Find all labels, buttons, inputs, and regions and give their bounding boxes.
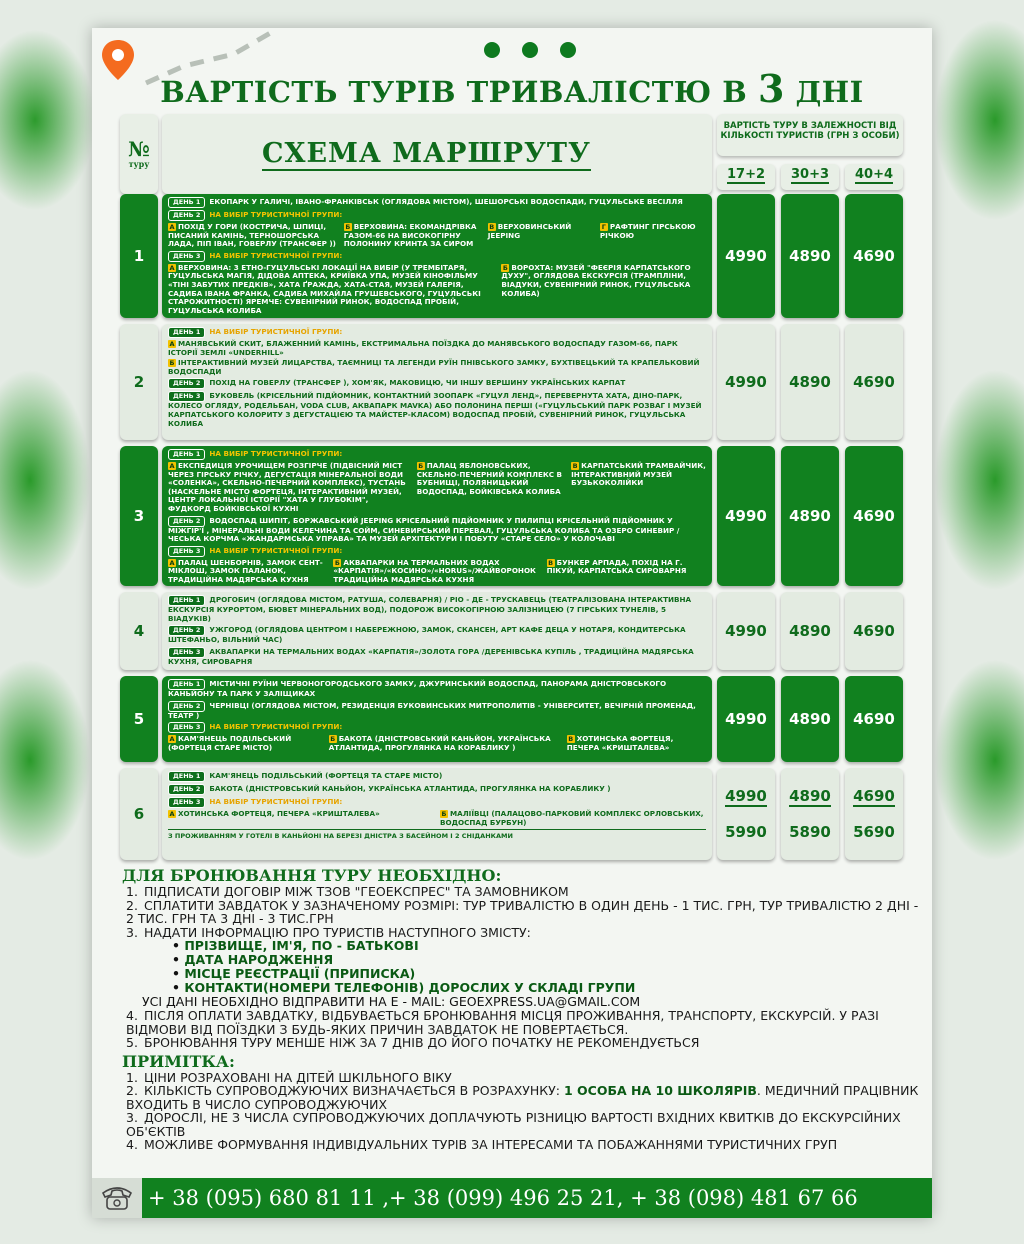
tour-number: 4 [120, 592, 158, 670]
page-title: ВАРТІСТЬ ТУРІВ ТРИВАЛІСТЮ В 3 ДНІ [160, 66, 864, 111]
tour-route: ДЕНЬ 1 ДРОГОБИЧ (ОГЛЯДОВА МІСТОМ, РАТУША, СОЛЕВАРНЯ) / РІО - ДЕ - ТРУСКАВЕЦЬ (ТЕАТРАЛІЗОВАНА ІНТЕРАКТИВНА ЕКСКУРСІЯ КУРОРТОМ, БЮВЕТ МІНЕРАЛЬНИХ ВОД), ПОДОРОЖ ВИСОКОГІРНОЮ ЗАЛІЗНИЦЕЮ (7 ГІРСЬКИХ ТУНЕЛІВ, 5 ВІАДУКІВ) ДЕНЬ 2 УЖГОРОД (ОГЛЯДОВА ЦЕНТРОМ І НАБЕРЕЖНОЮ, ЗАМОК, СКАНСЕН, АРТ КАФЕ ДЕЦА У НОТАРЯ, КОНДИТЕРСЬКА ШТЕФАНЬО, ВІЛЬНИЙ ЧАС) ДЕНЬ 3 АКВАПАРКИ НА ТЕРМАЛЬНИХ ВОДАХ «КАРПАТІЯ»/ЗОЛОТА ГОРА /ДЕРЕНІВСЬКА КУПІЛЬ , ТРАДИЦІЙНА МАДЯРСЬКА КУХНЯ, СИРОВАРНЯ [162, 592, 712, 670]
list-item: 3. НАДАТИ ІНФОРМАЦІЮ ПРО ТУРИСТІВ НАСТУПНОГО ЗМІСТУ: [126, 924, 531, 940]
price-40: 4690 [845, 592, 903, 670]
price-30: 4890 [781, 446, 839, 586]
tour-route: ДЕНЬ 1 ЕКОПАРК У ГАЛИЧІ, ІВАНО-ФРАНКІВСЬК (ОГЛЯДОВА МІСТОМ), ШЕШОРСЬКІ ВОДОСПАДИ, ГУЦУЛЬСЬКЕ ВЕСІЛЛЯ ДЕНЬ 2 НА ВИБІР ТУРИСТИЧНОЇ ГРУПИ: А ПОХІД У ГОРИ (КОСТРИЧА, ШПИЦІ, ПИСАНИЙ КАМІНЬ, ТЕРНОШОРСЬКА ЛАДА, ПІП ІВАН, ГОВЕРЛУ (ТРАНСФЕР )) Б ВЕРХОВИНА: ЕКОМАНДРІВКА ГАЗОМ-66 НА ВИСОКОГІРНУ ПОЛОНИНУ КРИНТА ЗА СИРОМ В ВЕРХОВИНСЬКИЙ JEEPING Г РАФТИНГ ГІРСЬКОЮ РІЧКОЮ ДЕНЬ 3 НА ВИБІР ТУРИСТИЧНОЇ ГРУПИ: А ВЕРХОВИНА: 3 ЕТНО-ГУЦУЛЬСЬКІ ЛОКАЦІЇ НА ВИБІР (У ТРЕМБІТАРЯ, ГУЦУЛЬСЬКА МАГІЯ, ДІДОВА АПТЕКА, КРИЇВКА УПА, МУЗЕЙ КІНОФІЛЬМУ «ТІНІ ЗАБУТИХ ПРЕДКІВ», ХАТА ҐРАЖДА, ХАТА-СТАЯ, МУЗЕЙ ГАЛЕРІЯ, САДИБА ІВАНА ФРАНКА, САДИБА МИХАЙЛА ГРУШЕВСЬКОГО, ГУЦУЛЬСЬКІ СТАРОЖИТНОСТІ) ЯРЕМЧЕ: СУВЕНІРНИЙ РИНОК, ВОДОСПАД ПРОБІЙ, ГУЦУЛЬСЬКА КОЛИБА Б ВОРОХТА: МУЗЕЙ "ФЕЄРІЯ КАРПАТСЬКОГО ДУХУ", ОГЛЯДОВА ЕКСКУРСІЯ (ТРАМПЛІНИ, ВІАДУКИ, СУВЕНІРНИЙ РИНОК, ГУЦУЛЬСЬКА КОЛИБА) [162, 194, 712, 318]
contact-bar [92, 1178, 932, 1218]
price-17: 4990 [717, 592, 775, 670]
group-size-40: 40+4 [845, 164, 903, 190]
price-40: 4690 [845, 324, 903, 440]
poster [92, 28, 932, 1218]
price-30: 4890 [781, 324, 839, 440]
list-item: 4. МОЖЛИВЕ ФОРМУВАННЯ ІНДИВІДУАЛЬНИХ ТУРІВ ЗА ІНТЕРЕСАМИ ТА ПОБАЖАННЯМИ ТУРИСТИЧНИХ ГРУП [126, 1137, 838, 1152]
tour-route: ДЕНЬ 1 НА ВИБІР ТУРИСТИЧНОЇ ГРУПИ: А МАНЯВСЬКИЙ СКИТ, БЛАЖЕННИЙ КАМІНЬ, ЕКСТРИМАЛЬНА ПОЇЗДКА ДО МАНЯВСЬКОГО ВОДОСПАДУ ГАЗОМ-66, ПАРК ІСТОРІЇ ЗЕМЛІ «UNDERHILL» Б ІНТЕРАКТИВНИЙ МУЗЕЙ ЛИЦАРСТВА, ТАЄМНИЦІ ТА ЛЕГЕНДИ РУЇН ПНІВСЬКОГО ЗАМКУ, БУХТІВЕЦЬКИЙ ТА КРАПЕЛЬКОВИЙ ВОДОСПАДИ ДЕНЬ 2 ПОХІД НА ГОВЕРЛУ (ТРАНСФЕР ), ХОМ'ЯК, МАКОВИЦЮ, ЧИ ІНШУ ВЕРШИНУ УКРАЇНСЬКИХ КАРПАТ ДЕНЬ 3 БУКОВЕЛЬ (КРІСЕЛЬНИЙ ПІДЙОМНИК, КОНТАКТНИЙ ЗООПАРК «ГУЦУЛ ЛЕНД», ПЕРЕВЕРНУТА ХАТА, ДІНО-ПАРК, КОЛЕСО ОГЛЯДУ, РОДЕЛЬБАН, VODA CLUB, АКВАПАРК MAVKA) АБО ПОЛОНИНА ПЕРШІ («ГУЦУЛЬСЬКИЙ ПАРК РОЗВАГ І МУЗЕЙ КАРПАТСЬКОГО КОЛОРИТУ З ДЕГУСТАЦІЄЮ ТА МАЙСТЕР-КЛАСОМ) ВОДОСПАД ПРОБІЙ, СУВЕНІРНИЙ РИНОК, ГУЦУЛЬСЬКА КОЛИБА [162, 324, 712, 440]
price-17: 4990 [717, 446, 775, 586]
list-item: • ПРІЗВИЩЕ, ІМ'Я, ПО - БАТЬКОВІ [122, 939, 922, 953]
phone-numbers[interactable]: + 38 (095) 680 81 11 ,+ 38 (099) 496 25 21, + 38 (098) 481 67 66 [142, 1178, 932, 1218]
list-item: 2. СПЛАТИТИ ЗАВДАТОК У ЗАЗНАЧЕНОМУ РОЗМІРІ: ТУР ТРИВАЛІСТЮ В ОДИН ДЕНЬ - 1 ТИС. ГРН, ТУР ТРИВАЛІСТЮ 2 ДНІ - 2 ТИС. ГРН ТА 3 ДНІ - 3 ТИС.ГРН [126, 897, 919, 926]
list-item: • КОНТАКТИ(НОМЕРИ ТЕЛЕФОНІВ) ДОРОСЛИХ У СКЛАДІ ГРУПИ [122, 981, 922, 995]
price-30: 4890 [781, 592, 839, 670]
list-item: • ДАТА НАРОДЖЕННЯ [122, 953, 922, 967]
list-item: 5. БРОНЮВАННЯ ТУРУ МЕНШЕ НІЖ ЗА 7 ДНІВ ДО ЙОГО ПОЧАТКУ НЕ РЕКОМЕНДУЄТЬСЯ [126, 1035, 700, 1050]
tour-number: 1 [120, 194, 158, 318]
list-item: 2. КІЛЬКІСТЬ СУПРОВОДЖУЮЧИХ ВИЗНАЧАЄТЬСЯ В РОЗРАХУНКУ: 1 ОСОБА НА 10 ШКОЛЯРІВ. МЕДИЧНИЙ ПРАЦІВНИК ВХОДИТЬ В ЧИСЛО СУПРОВОДЖУЮЧИХ [126, 1083, 919, 1112]
list-item: • МІСЦЕ РЕЄСТРАЦІЇ (ПРИПИСКА) [122, 967, 922, 981]
column-header-route: СХЕМА МАРШРУТУ [162, 114, 712, 194]
column-header-price: ВАРТІСТЬ ТУРУ В ЗАЛЕЖНОСТІ ВІД КІЛЬКОСТІ ТУРИСТІВ (ГРН З ОСОБИ) [717, 114, 903, 156]
tour-number: 2 [120, 324, 158, 440]
list-item: 1. ЦІНИ РОЗРАХОВАНІ НА ДІТЕЙ ШКІЛЬНОГО ВІКУ [126, 1069, 452, 1085]
column-header-number: № туру [120, 114, 158, 194]
booking-info [122, 866, 922, 1152]
price-30: 4890 [781, 194, 839, 318]
price-17: 4990 5990 [717, 768, 775, 860]
tour-note: З ПРОЖИВАННЯМ У ГОТЕЛІ В КАНЬЙОНІ НА БЕРЕЗІ ДНІСТРА З БАСЕЙНОМ І 2 СНІДАНКАМИ [168, 829, 706, 841]
tour-route: ДЕНЬ 1 НА ВИБІР ТУРИСТИЧНОЇ ГРУПИ: А ЕКСПЕДИЦІЯ УРОЧИЩЕМ РОЗГІРЧЕ (ПІДВІСНИЙ МІСТ ЧЕРЕЗ ГІРСЬКУ РІЧКУ, ДЕГУСТАЦІЯ МІНЕРАЛЬНОЇ ВОДИ «СОЛЕНКА», СКЕЛЬНО-ПЕЧЕРНИЙ КОМПЛЕКС), ТУСТАНЬ (НАСКЕЛЬНЕ МІСТО ФОРТЕЦЯ, ІНТЕРАКТИВНИЙ МУЗЕЙ, ЦЕНТР ЛОКАЛЬНОЇ ІСТОРІЇ "ХАТА У ГЛУБОКІМ", ФУДКОРД БОЙКІВСЬКОЇ КУХНІ Б ПАЛАЦ ЯБЛОНОВСЬКИХ, СКЕЛЬНО-ПЕЧЕРНИЙ КОМПЛЕКС В БУБНИЩІ, ПОЛЯНИЦЬКИЙ ВОДОСПАД, БОЙКІВСЬКА КОЛИБА В КАРПАТСЬКИЙ ТРАМВАЙЧИК, ІНТЕРАКТИВНИЙ МУЗЕЙ БУЗЬКОКОЛІЙКИ ДЕНЬ 2 ВОДОСПАД ШИПІТ, БОРЖАВСЬКИЙ JEEPING КРІСЕЛЬНИЙ ПІДЙОМНИК У ПИЛИПЦІ КРІСЕЛЬНИЙ ПІДЙОМНИК У МІЖГІР'Ї , МІНЕРАЛЬНІ ВОДИ КЕЛЕЧИНА ТА СОЙМ, СИНЕВИРСЬКИЙ ПЕРЕВАЛ, ГУЦУЛЬСЬКА КОЛИБА ТА ОЗЕРО СИНЕВИР / ЧЕСЬКА КОРЧМА «ЖАНДАРМСЬКА УПРАВА» ТА МУЗЕЙ АРХІТЕКТУРИ І ПОБУТУ «СТАРЕ СЕЛО» У КОЛОЧАВІ ДЕНЬ 3 НА ВИБІР ТУРИСТИЧНОЇ ГРУПИ: А ПАЛАЦ ШЕНБОРНІВ, ЗАМОК СЕНТ-МІКЛОШ, ЗАМОК ПАЛАНОК, ТРАДИЦІЙНА МАДЯРСЬКА КУХНЯ Б АКВАПАРКИ НА ТЕРМАЛЬНИХ ВОДАХ «КАРПАТІЯ»/«КОСИНО»/«HORUS»/ЖАЙВОРОНОК ТРАДИЦІЙНА МАДЯРСЬКА КУХНЯ В БУНКЕР АРПАДА, ПОХІД НА Г. ПІКУЙ, КАРПАТСЬКА СИРОВАРНЯ [162, 446, 712, 586]
booking-title: ДЛЯ БРОНЮВАННЯ ТУРУ НЕОБХІДНО: [122, 866, 502, 885]
list-item: 1. ПІДПИСАТИ ДОГОВІР МІЖ ТЗОВ "ГЕОЕКСПРЕС" ТА ЗАМОВНИКОМ [126, 884, 569, 899]
tour-route: ДЕНЬ 1 КАМ'ЯНЕЦЬ ПОДІЛЬСЬКИЙ (ФОРТЕЦЯ ТА СТАРЕ МІСТО) ДЕНЬ 2 БАКОТА (ДНІСТРОВСЬКИЙ КАНЬЙОН, УКРАЇНСЬКА АТЛАНТИДА, ПРОГУЛЯНКА НА КОРАБЛИКУ ) ДЕНЬ 3 НА ВИБІР ТУРИСТИЧНОЇ ГРУПИ: А ХОТИНСЬКА ФОРТЕЦЯ, ПЕЧЕРА «КРИШТАЛЕВА» Б МАЛІЇВЦІ (ПАЛАЦОВО-ПАРКОВИЙ КОМПЛЕКС ОРЛОВСЬКИХ, ВОДОСПАД БУРБУН) З ПРОЖИВАННЯМ У ГОТЕЛІ В КАНЬЙОНІ НА БЕРЕЗІ ДНІСТРА З БАСЕЙНОМ І 2 СНІДАНКАМИ [162, 768, 712, 860]
price-30: 4890 5890 [781, 768, 839, 860]
price-17: 4990 [717, 324, 775, 440]
price-30: 4890 [781, 676, 839, 762]
price-40: 4690 [845, 194, 903, 318]
group-size-17: 17+2 [717, 164, 775, 190]
tour-number: 3 [120, 446, 158, 586]
email-line: УСІ ДАНІ НЕОБХІДНО ВІДПРАВИТИ НА Е - MAIL: GEOEXPRESS.UA@GMAIL.COM [142, 994, 641, 1009]
price-17: 4990 [717, 194, 775, 318]
price-40: 4690 [845, 446, 903, 586]
tour-number: 5 [120, 676, 158, 762]
notes-title: ПРИМІТКА: [122, 1051, 235, 1071]
tour-route: ДЕНЬ 1 МІСТИЧНІ РУЇНИ ЧЕРВОНОГОРОДСЬКОГО ЗАМКУ, ДЖУРИНСЬКИЙ ВОДОСПАД, ПАНОРАМА ДНІСТРОВСЬКОГО КАНЬЙОНУ ТА ПАРК У ЗАЛІЩИКАХ ДЕНЬ 2 ЧЕРНІВЦІ (ОГЛЯДОВА МІСТОМ, РЕЗИДЕНЦІЯ БУКОВИНСЬКИХ МИТРОПОЛИТІВ - УНІВЕРСИТЕТ, ВЕЧІРНІЙ ПРОМЕНАД, ТЕАТР ) ДЕНЬ 3 НА ВИБІР ТУРИСТИЧНОЇ ГРУПИ: А КАМ'ЯНЕЦЬ ПОДІЛЬСЬКИЙ (ФОРТЕЦЯ СТАРЕ МІСТО) Б БАКОТА (ДНІСТРОВСЬКИЙ КАНЬЙОН, УКРАЇНСЬКА АТЛАНТИДА, ПРОГУЛЯНКА НА КОРАБЛИКУ ) В ХОТИНСЬКА ФОРТЕЦЯ, ПЕЧЕРА «КРИШТАЛЕВА» [162, 676, 712, 762]
list-item: 4. ПІСЛЯ ОПЛАТИ ЗАВДАТКУ, ВІДБУВАЄТЬСЯ БРОНЮВАННЯ МІСЦЯ ПРОЖИВАННЯ, ТРАНСПОРТУ, ЕКСКУРСІЙ. У РАЗІ ВІДМОВИ ВІД ПОЇЗДКИ З БУДЬ-ЯКИХ ПРИЧИН ЗАВДАТОК НЕ ПОВЕРТАЄТЬСЯ. [126, 1008, 879, 1037]
price-40: 4690 [845, 676, 903, 762]
phone-icon [92, 1178, 142, 1218]
tour-number: 6 [120, 768, 158, 860]
list-item: 3. ДОРОСЛІ, НЕ З ЧИСЛА СУПРОВОДЖУЮЧИХ ДОПЛАЧУЮТЬ РІЗНИЦЮ ВАРТОСТІ ВХІДНИХ КВИТКІВ ДО ЕКСКУРСІЙНИХ ОБ'ЄКТІВ [126, 1110, 901, 1139]
decorative-dots [484, 42, 584, 62]
price-40: 4690 5690 [845, 768, 903, 860]
price-17: 4990 [717, 676, 775, 762]
group-size-30: 30+3 [781, 164, 839, 190]
